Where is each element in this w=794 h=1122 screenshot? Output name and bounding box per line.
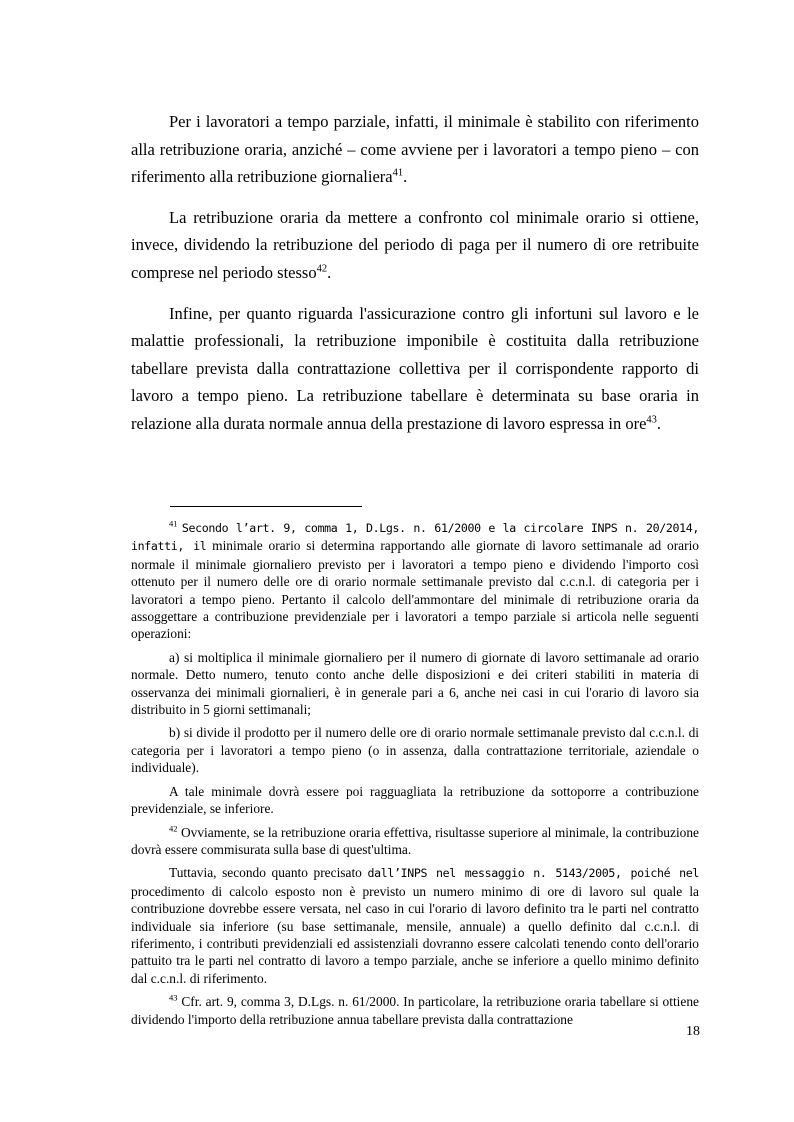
footnote-42-continued: Tuttavia, secondo quanto precisato dall’INPS nel messaggio n. 5143/2005, poiché nel procedimento di calcolo esposto non è previsto un numero minimo di ore di lavoro sul quale la contribuzione dovrebbe essere versata, nel caso in cui l'orario di lavoro definito tra le parti nel contratto individuale sia inferiore (su base settimanale, mensile, annuale) a quello definito dal c.c.n.l. di riferimento, i contributi previdenziali ed assistenziali dovranno essere calcolati tenendo conto dell'orario pattuito tra le parti nel contratto di lavoro a tempo parziale, anche se inferiore a quello minimo definito dal c.c.n.l. di riferimento. (131, 865, 700, 986)
footnote-43: $^{43}$ Cfr. art. 9, comma 3, D.Lgs. n. 61/2000. In particolare, la retribuzione oraria tabellare si ottiene dividendo l'importo della retribuzione annua tabellare prevista dalla contrattazione (131, 992, 699, 1027)
footnote-41-conclusion: A tale minimale dovrà essere poi ragguagliata la retribuzione da sottoporre a contribuzione previdenziale, se inferiore. (131, 783, 699, 817)
paragraph-injury-insurance: Infine, per quanto riguarda l'assicurazione contro gli infortuni sul lavoro e le malattie professionali, la retribuzione imponibile è costituita dalla retribuzione tabellare prevista dalla contrattazione collettiva per il corrispondente rapporto di lavoro a tempo pieno. La retribuzione tabellare è determinata su base oraria in relazione alla durata normale annua della prestazione di lavoro espressa in ore$^{43}$. (131, 303, 699, 433)
footnote-42: $^{42}$ Ovviamente, se la retribuzione oraria effettiva, risultasse superiore al minimale, la contribuzione dovrà essere commisurata sulla base di quest'ultima. (131, 823, 699, 857)
paragraph-part-time-minimum: Per i lavoratori a tempo parziale, infatti, il minimale è stabilito con riferimento alla retribuzione oraria, anziché – come avviene per i lavoratori a tempo pieno – con riferimento alla retribuzione giornaliera$^{41}$. (131, 112, 699, 187)
footnote-41: $^{41}$ Secondo l’art. 9, comma 1, D.Lgs. n. 61/2000 e la circolare INPS n. 20/2014, infatti, il minimale orario si determina rapportando alle giornate di lavoro settimanale ad orario normale il minimale giornaliero previsto per i lavoratori a tempo pieno e dividendo l'importo così ottenuto per il numero delle ore di orario normale settimanale previsto dal c.c.n.l. di categoria per i lavoratori a tempo pieno. Pertanto il calcolo dell'ammontare del minimale di retribuzione oraria da assoggettare a contribuzione previdenziale per i lavoratori a tempo parziale si articola nelle seguenti operazioni: (131, 518, 699, 642)
footnote-separator (170, 506, 362, 507)
main-text (131, 108, 699, 451)
footnote-ref-43[interactable]: 43 (646, 414, 657, 426)
paragraph-hourly-pay: La retribuzione oraria da mettere a confronto col minimale orario si ottiene, invece, dividendo la retribuzione del periodo di paga per il numero di ore retribuite comprese nel periodo stesso$^{42}$. (131, 207, 699, 282)
footnotes (131, 519, 699, 1034)
footnote-41-item-b: b) si divide il prodotto per il numero delle ore di orario normale settimanale previsto dal c.c.n.l. di categoria per i lavoratori a tempo pieno (o in assenza, dalla contrattazione territoriale, aziendale o individuale). (131, 725, 699, 776)
page-number: 18 (686, 1024, 700, 1039)
footnote-41-item-a: a) si moltiplica il minimale giornaliero per il numero di giornate di lavoro settimanale ad orario normale. Detto numero, tenuto conto anche delle disposizioni e dei criteri stabiliti in materia di osservanza dei minimali giornalieri, è in generale pari a 6, anche nei casi in cui l'orario di lavoro sia distribuito in 5 giorni settimanali; (131, 649, 699, 718)
footnote-ref-42[interactable]: 42 (316, 263, 328, 275)
footnote-ref-41[interactable]: 41 (392, 167, 404, 179)
